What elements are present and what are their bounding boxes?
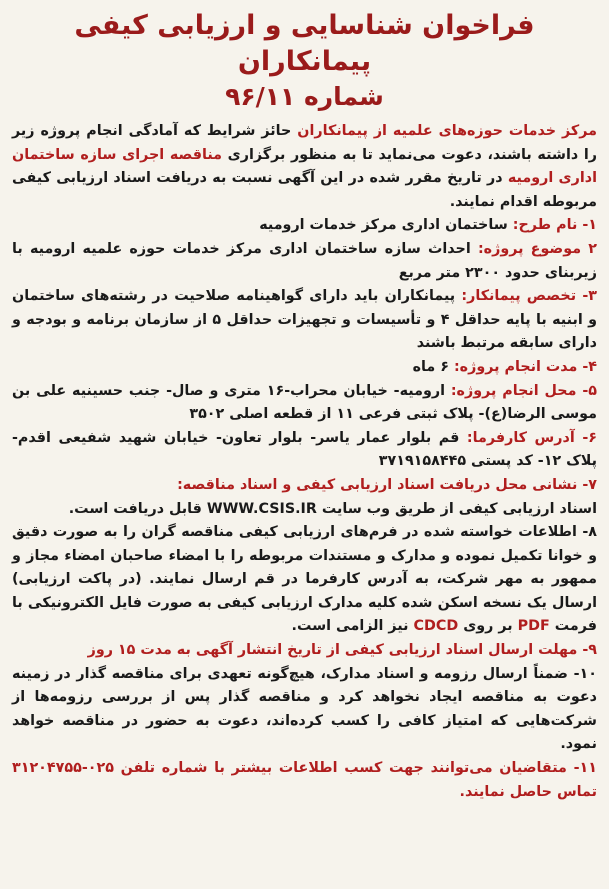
item-label: ۱- نام طرح:: [512, 217, 597, 234]
item-1: [12, 214, 597, 238]
item11-text-2: تماس حاصل نمایند.: [459, 783, 597, 800]
intro-highlight: مناقصه اجرای سازه ساختمان اداری ارومیه: [12, 146, 597, 187]
intro-text-2: در تاریخ مقرر شده در این آگهی نسبت به دریافت اسناد ارزیابی کیفی مربوطه اقدام نمایند.: [12, 170, 597, 210]
item-3: [12, 285, 597, 356]
item-text: احداث سازه ساختمان اداری مرکز خدمات حوزه علمیه ارومیه با زیربنای حدود ۲۳۰۰ متر مربع: [12, 240, 597, 281]
item-9: ۹- مهلت ارسال اسناد ارزیابی کیفی از تاریخ انتشار آگهی به مدت ۱۵ روز: [87, 642, 597, 659]
intro-text-1: حائز شرایط که آمادگی انجام پروژه زیر را داشته باشند، دعوت می‌نماید تا به منظور برگزاری: [12, 123, 597, 163]
intro-paragraph: [12, 120, 597, 214]
item-5: [12, 380, 597, 427]
cd-label: CDCD: [413, 618, 459, 635]
item-6: [12, 427, 597, 474]
item-text: پیمانکاران باید دارای گواهینامه صلاحیت در رشته‌های ساختمان و ابنیه با پایه حداقل ۴ و تأسیسات و تجهیزات حداقل ۵ از سازمان برنامه و بودجه و دارای سابقه مرتبط باشند: [12, 288, 598, 352]
item-text: ارومیه- خیابان محراب-۱۶ متری و صال- جنب حسینیه علی بن موسی الرضا(ع)- پلاک ثبتی فرعی ۱۱ از قطعه اصلی ۳۵۰۲: [12, 382, 597, 423]
item-label: ۶- آدرس کارفرما:: [466, 429, 597, 446]
notice-body: [12, 120, 597, 804]
item-label: ۵- محل انجام پروژه:: [450, 382, 597, 399]
item-7: [12, 474, 597, 498]
intro-org: مرکز خدمات حوزه‌های علمیه از پیمانکاران: [297, 123, 597, 139]
docs-before: اسناد ارزیابی کیفی از طریق وب سایت: [316, 500, 597, 517]
docs-after: قابل دریافت است.: [68, 500, 207, 517]
item-text: ۶ ماه: [412, 358, 454, 375]
item-text: ساختمان اداری مرکز خدمات ارومیه: [259, 217, 513, 234]
pdf-label: PDF: [517, 618, 550, 635]
item-text: قم بلوار عمار یاسر- بلوار تعاون- خیابان شهید شفیعی اقدم- پلاک ۱۲- کد پستی ۳۷۱۹۱۵۸۴۴۵: [12, 429, 597, 470]
notice-number: شماره ۹۶/۱۱: [225, 82, 384, 111]
item-11: [12, 757, 597, 804]
website-link[interactable]: WWW.CSIS.IR: [206, 500, 317, 517]
item-2: [12, 238, 597, 285]
item-label: ۳- تخصص پیمانکار:: [461, 288, 597, 305]
item-label: ۲ موضوع پروژه:: [477, 240, 597, 257]
item8-text-3: نیز الزامی است.: [291, 618, 414, 635]
item-4: [12, 356, 597, 380]
item8-text-2: بر روی: [458, 618, 518, 635]
item8-text-1: ۸- اطلاعات خواسته شده در فرم‌های ارزیابی کیفی مناقصه گران را به صورت دقیق و خوانا تکمیل نموده و مدارک و مستندات مربوطه را با امضاء صاحبان امضاء مجاز و ممهور به مهر شرکت، به آدرس کارفرما در قم ارسال نمایند. (در پاکت ارزیابی) ارسال یک نسخه اسکن شده کلیه مدارک ارزیابی کیفی به صورت فایل الکترونیکی با فرمت: [12, 524, 597, 635]
phone-number: ۰۲۵-۳۱۲۰۴۷۵۵: [12, 760, 114, 777]
item-8: [12, 521, 597, 639]
item11-text-1: ۱۱- متقاضیان می‌توانند جهت کسب اطلاعات بیشتر با شماره تلفن: [113, 760, 597, 777]
item-label: ۴- مدت انجام پروژه:: [453, 358, 597, 375]
item-label: ۷- نشانی محل دریافت اسناد ارزیابی کیفی و اسناد مناقصه:: [177, 476, 597, 493]
notice-title: فراخوان شناسایی و ارزیابی کیفی پیمانکاران: [74, 10, 535, 77]
item-10: ۱۰- ضمناً ارسال رزومه و اسناد مدارک، هیچ‌گونه تعهدی برای مناقصه گذار در زمینه دعوت به مناقصه ایجاد نخواهد کرد و مناقصه گذار پس از بررسی رزومه‌ها از شرکت‌هایی که امتیاز کافی را کسب کرده‌اند، دعوت به حضور در مناقصه خواهد نمود.: [12, 665, 597, 753]
docs-paragraph: [12, 498, 597, 522]
